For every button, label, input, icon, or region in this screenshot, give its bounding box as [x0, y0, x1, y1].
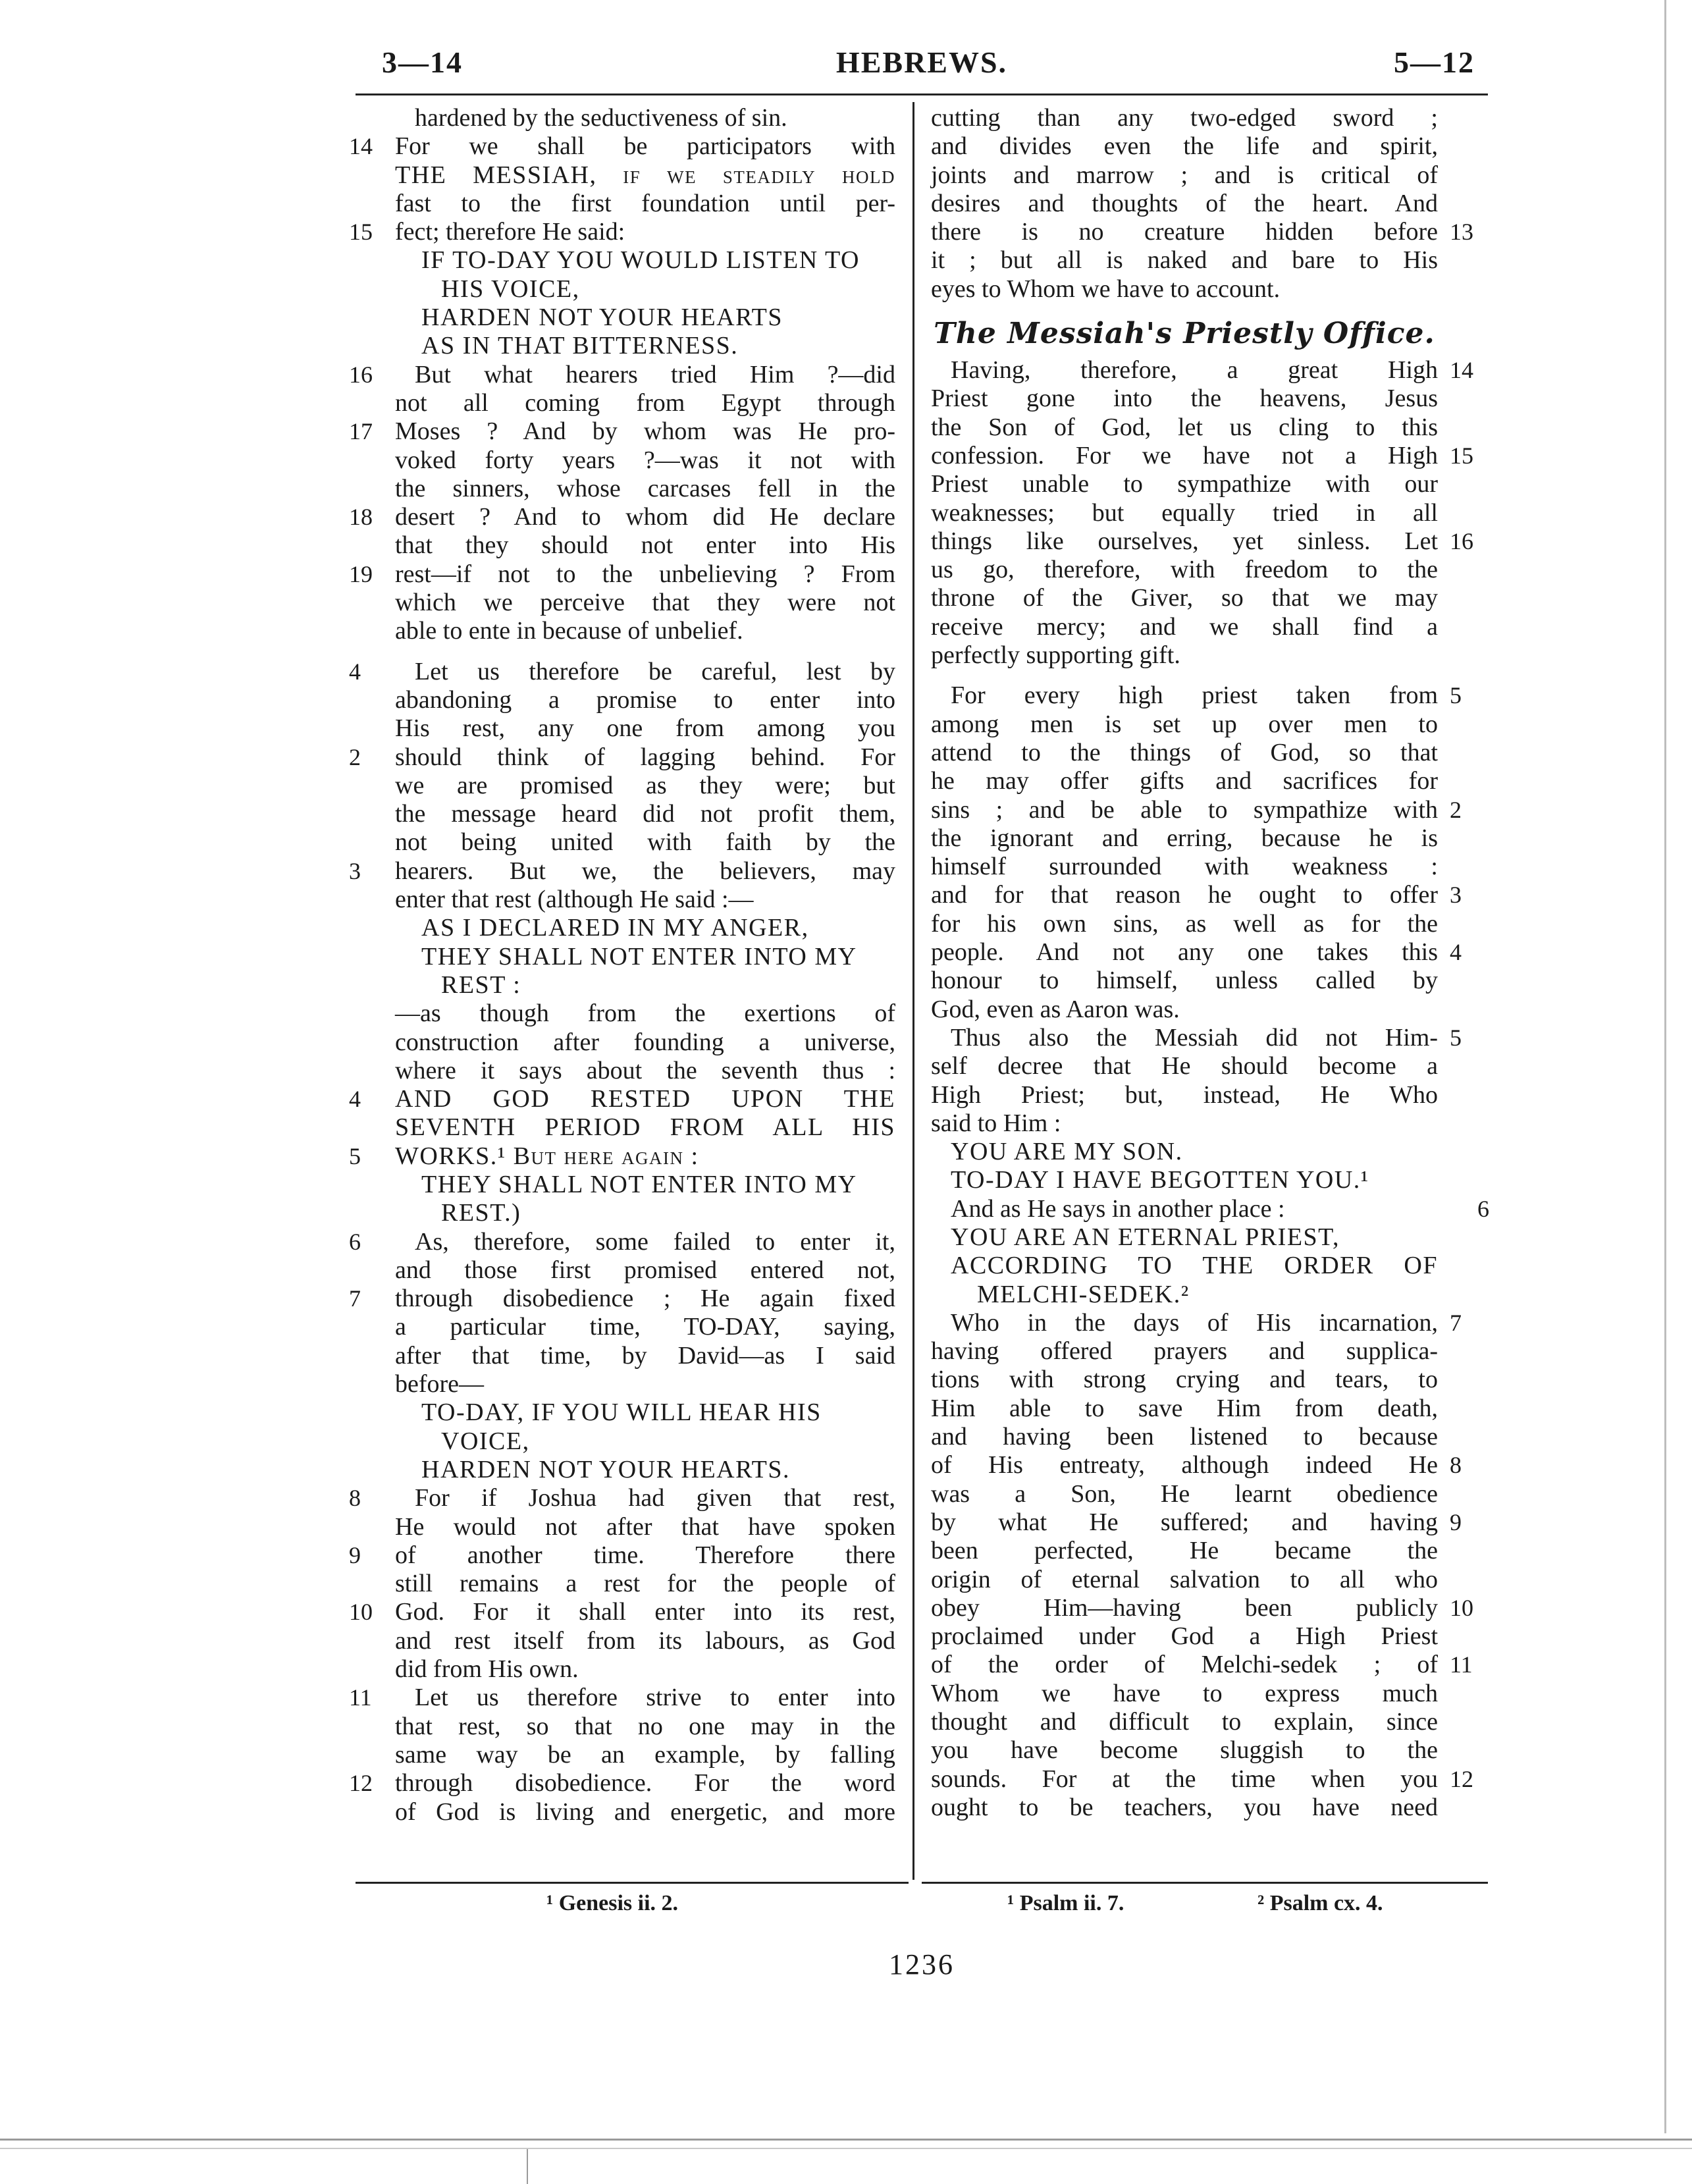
text-line — [931, 1223, 1438, 1252]
text-line — [395, 1655, 895, 1684]
text-line — [931, 967, 1438, 995]
verse-number: 2 — [349, 743, 361, 770]
line-text: Having, therefore, a great High — [951, 356, 1438, 385]
text-line — [931, 996, 1438, 1024]
text-line — [395, 1342, 895, 1370]
text-line — [395, 190, 895, 218]
text-line — [931, 1252, 1438, 1280]
text-line — [931, 1423, 1438, 1451]
text-line — [395, 886, 895, 914]
verse-number: 7 — [1450, 1309, 1462, 1336]
text-line — [395, 971, 895, 999]
line-text: the ignorant and erring, because he is — [931, 824, 1438, 852]
line-text: throne of the Giver, so that we may — [931, 584, 1438, 612]
text-line — [931, 938, 1462, 967]
text-line — [931, 641, 1438, 670]
text-line — [395, 161, 895, 190]
text-line — [395, 828, 895, 857]
text-line — [395, 275, 895, 304]
line-text: voked forty years ?—was it not with — [395, 446, 895, 474]
text-line — [349, 1285, 895, 1313]
text-line — [931, 881, 1462, 909]
text-line — [931, 1794, 1438, 1822]
line-text: Priest unable to sympathize with our — [931, 470, 1438, 498]
line-text: not all coming from Egypt through — [395, 388, 895, 417]
verse-number: 19 — [349, 560, 373, 587]
line-text: through disobedience ; He again fixed — [395, 1285, 895, 1313]
text-line — [931, 1308, 1462, 1337]
left-column — [349, 104, 895, 1826]
line-text: hardened by the seductiveness of sin. — [415, 104, 787, 132]
text-line — [931, 413, 1438, 442]
line-text: TO-DAY I HAVE BEGOTTEN YOU.¹ — [951, 1166, 1369, 1194]
line-text: High Priest; but, instead, He Who — [931, 1080, 1438, 1109]
text-line — [931, 1366, 1438, 1394]
text-line — [931, 613, 1438, 641]
line-text: the Son of God, let us cling to this — [931, 413, 1438, 441]
line-text: rest—if not to the unbelieving ? From — [395, 560, 895, 588]
line-text: REST : — [441, 971, 521, 999]
line-text: abandoning a promise to enter into — [395, 685, 895, 714]
text-line — [395, 1313, 895, 1341]
column-divider — [912, 102, 914, 1880]
text-line — [395, 1398, 895, 1427]
text-line — [395, 1798, 895, 1826]
text-line — [395, 1370, 895, 1398]
line-text: Whom we have to express much — [931, 1679, 1438, 1707]
text-line — [931, 1566, 1438, 1594]
line-text: TO-DAY, IF YOU WILL HEAR HIS — [421, 1398, 822, 1427]
line-text: of the order of Melchi-sedek ; of — [931, 1651, 1438, 1679]
verse-number: 8 — [349, 1485, 361, 1512]
text-line — [931, 1651, 1473, 1679]
line-text: for his own sins, as well as for the — [931, 909, 1438, 938]
text-line — [395, 531, 895, 560]
line-text: was a Son, He learnt obedience — [931, 1479, 1438, 1508]
verse-number: 12 — [349, 1770, 373, 1797]
text-line — [349, 743, 895, 772]
text-line — [349, 503, 895, 531]
line-text: a particular time, TO-DAY, saying, — [395, 1313, 895, 1341]
line-text: Who in the days of His incarnation, — [951, 1308, 1438, 1337]
running-head — [356, 45, 1488, 91]
text-line — [931, 1480, 1438, 1508]
text-line — [931, 1451, 1462, 1479]
line-text: receive mercy; and we shall find a — [931, 612, 1438, 641]
text-line — [349, 560, 895, 589]
text-line — [931, 161, 1438, 190]
line-text: cutting than any two-edged sword ; — [931, 104, 1438, 132]
verse-number: 4 — [349, 658, 361, 685]
line-text: For if Joshua had given that rest, — [415, 1484, 895, 1512]
line-text: THEY SHALL NOT ENTER INTO MY — [421, 942, 857, 971]
line-text: He would not after that have spoken — [395, 1512, 895, 1541]
verse-number: 4 — [1450, 939, 1462, 966]
text-line — [931, 824, 1438, 853]
text-line — [931, 795, 1462, 824]
line-text: and rest itself from its labours, as God — [395, 1626, 895, 1655]
text-line — [931, 499, 1438, 527]
header-title: HEBREWS. — [835, 45, 1008, 79]
text-line — [931, 527, 1473, 556]
line-text: before— — [395, 1370, 485, 1398]
line-text: the message heard did not profit them, — [395, 800, 895, 828]
line-text: His rest, any one from among you — [395, 714, 895, 743]
text-line — [931, 1736, 1438, 1765]
line-text: But what hearers tried Him ?—did — [415, 360, 895, 388]
text-line — [931, 356, 1473, 385]
text-line — [395, 589, 895, 617]
text-line — [931, 910, 1438, 938]
right-column-bottom — [931, 356, 1489, 1822]
scan-edge-tick — [527, 2149, 528, 2184]
verse-number: 17 — [349, 418, 373, 445]
text-line — [931, 1281, 1438, 1309]
verse-number: 15 — [1450, 442, 1473, 469]
line-text: sounds. For at the time when you — [931, 1765, 1438, 1793]
line-text: people. And not any one takes this — [931, 938, 1438, 967]
text-line — [395, 617, 895, 645]
text-line — [395, 686, 895, 714]
text-line — [395, 999, 895, 1028]
text-line — [931, 556, 1438, 584]
line-text: Let us therefore strive to enter into — [415, 1684, 895, 1712]
line-text: As, therefore, some failed to enter it, — [415, 1227, 895, 1256]
text-line — [931, 1765, 1473, 1794]
right-column — [931, 104, 1489, 1822]
line-text: the sinners, whose carcases fell in the — [395, 474, 895, 502]
footnote-left: ¹ Genesis ii. 2. — [546, 1891, 679, 1915]
line-text: joints and marrow ; and is critical of — [931, 161, 1438, 189]
line-text: fast to the first foundation until per- — [395, 189, 895, 217]
verse-number: 9 — [349, 1541, 361, 1568]
text-line — [349, 1142, 895, 1171]
line-text: God, even as Aaron was. — [931, 995, 1180, 1023]
line-text: IF TO-DAY YOU WOULD LISTEN TO — [421, 246, 860, 275]
text-line — [395, 1113, 895, 1142]
text-line — [931, 1680, 1438, 1708]
text-line — [349, 1085, 895, 1113]
text-line — [931, 1395, 1438, 1423]
text-line — [395, 389, 895, 417]
verse-number: 5 — [1450, 682, 1462, 709]
text-line — [931, 132, 1438, 161]
text-line — [395, 304, 895, 332]
text-line — [931, 190, 1438, 218]
line-text: WORKS.¹ But here again : — [395, 1142, 699, 1170]
line-text: HARDEN NOT YOUR HEARTS — [421, 304, 783, 332]
line-text: SEVENTH PERIOD FROM ALL HIS — [395, 1113, 895, 1142]
text-line — [931, 218, 1473, 246]
verse-number: 9 — [1450, 1508, 1462, 1535]
verse-number: 15 — [349, 219, 373, 246]
text-line — [931, 767, 1438, 795]
line-text: Thus also the Messiah did not Him- — [951, 1023, 1438, 1052]
text-line — [931, 1023, 1462, 1052]
line-text: —as though from the exertions of — [395, 999, 895, 1028]
text-line — [349, 1227, 895, 1256]
line-text: AND GOD RESTED UPON THE — [395, 1085, 895, 1113]
verse-number: 3 — [349, 857, 361, 884]
text-line — [931, 710, 1438, 739]
page-number: 1236 — [889, 1948, 955, 1981]
verse-number: 5 — [349, 1142, 362, 1169]
line-text: where it says about the seventh thus : — [395, 1056, 895, 1084]
line-text: Priest gone into the heavens, Jesus — [931, 385, 1438, 413]
footnote-rule-right — [922, 1882, 1488, 1884]
line-text: origin of eternal salvation to all who — [931, 1565, 1438, 1593]
line-text: AS IN THAT BITTERNESS. — [421, 332, 739, 360]
text-line — [395, 475, 895, 503]
line-text: desires and thoughts of the heart. And — [931, 189, 1438, 217]
line-text: obey Him—having been publicly — [931, 1593, 1438, 1622]
text-line — [931, 385, 1438, 413]
text-line — [395, 1057, 895, 1085]
text-line — [395, 772, 895, 800]
line-text: you have become sluggish to the — [931, 1736, 1438, 1765]
text-line — [395, 1028, 895, 1057]
footnote-rule-left — [356, 1882, 909, 1884]
text-line — [349, 1598, 895, 1626]
right-column-top — [931, 104, 1473, 304]
line-text: us go, therefore, with freedom to the — [931, 556, 1438, 584]
text-line — [931, 470, 1438, 498]
line-text: confession. For we have not a High — [931, 441, 1438, 469]
text-line — [395, 914, 895, 942]
line-text: construction after founding a universe, — [395, 1028, 895, 1056]
line-text: that rest, so that no one may in the — [395, 1712, 895, 1740]
line-text: attend to the things of God, so that — [931, 738, 1438, 766]
line-text: eyes to Whom we have to account. — [931, 275, 1281, 303]
line-text: THE MESSIAH, if we steadily hold — [395, 161, 895, 189]
footnote-right-2: ² Psalm cx. 4. — [1257, 1891, 1383, 1915]
line-text: Moses ? And by whom was He pro- — [395, 417, 895, 446]
verse-number: 10 — [349, 1599, 373, 1626]
text-line — [395, 1570, 895, 1598]
line-text: which we perceive that they were not — [395, 589, 895, 617]
text-line — [931, 1508, 1462, 1537]
line-text: it ; but all is naked and bare to His — [931, 246, 1438, 275]
line-text: of God is living and energetic, and more — [395, 1798, 895, 1826]
line-text: and divides even the life and spirit, — [931, 132, 1438, 161]
line-text: YOU ARE AN ETERNAL PRIEST, — [951, 1223, 1340, 1251]
text-line — [395, 1171, 895, 1199]
line-text: able to ente in because of unbelief. — [395, 617, 743, 645]
text-line — [931, 1052, 1438, 1080]
text-line — [931, 1622, 1438, 1651]
line-text: and for that reason he ought to offer — [931, 881, 1438, 909]
section-heading: The Messiah's Priestly Office. — [934, 317, 1435, 351]
text-line — [349, 1541, 895, 1570]
line-text: AS I DECLARED IN MY ANGER, — [421, 914, 809, 942]
verse-number: 16 — [349, 361, 373, 388]
scan-edge-right — [1664, 0, 1666, 2133]
text-line — [349, 1484, 895, 1512]
line-text: THEY SHALL NOT ENTER INTO MY — [421, 1170, 857, 1198]
text-line — [395, 943, 895, 971]
text-line — [931, 246, 1438, 275]
line-text: Him able to save Him from death, — [931, 1394, 1438, 1422]
text-line — [349, 657, 895, 686]
text-line — [931, 739, 1438, 767]
line-text: For we shall be participators with — [395, 132, 895, 161]
text-line — [349, 218, 895, 246]
line-text: enter that rest (although He said :— — [395, 886, 754, 914]
line-text: hearers. But we, the believers, may — [395, 857, 895, 885]
text-line — [931, 1138, 1438, 1166]
verse-number: 14 — [1450, 357, 1473, 384]
line-text: perfectly supporting gift. — [931, 641, 1180, 670]
text-line — [395, 800, 895, 828]
line-text: And as He says in another place : — [951, 1194, 1285, 1223]
header-left-ref: 3—14 — [382, 45, 463, 79]
verse-number: 7 — [349, 1285, 361, 1312]
text-line — [931, 1081, 1438, 1109]
line-text: For every high priest taken from — [951, 681, 1438, 710]
line-text: through disobedience. For the word — [395, 1769, 895, 1798]
text-line — [931, 441, 1473, 470]
line-text: weaknesses; but equally tried in all — [931, 498, 1438, 527]
text-line — [349, 132, 895, 161]
line-text: by what He suffered; and having — [931, 1508, 1438, 1536]
text-line — [931, 1537, 1438, 1565]
line-text: thought and difficult to explain, since — [931, 1708, 1438, 1736]
line-text: having offered prayers and supplica- — [931, 1337, 1438, 1366]
line-text: and those first promised entered not, — [395, 1256, 895, 1284]
line-text: MELCHI-SEDEK.² — [977, 1280, 1190, 1308]
line-text: there is no creature hidden before — [931, 218, 1438, 246]
text-line — [931, 275, 1438, 304]
verse-number: 2 — [1450, 796, 1462, 823]
line-text: desert ? And to whom did He declare — [395, 503, 895, 531]
text-line — [931, 1166, 1438, 1194]
line-text: ACCORDING TO THE ORDER OF — [951, 1252, 1438, 1280]
line-text: self decree that He should become a — [931, 1052, 1438, 1080]
line-text: fect; therefore He said: — [395, 218, 625, 246]
text-line — [395, 1741, 895, 1769]
text-line — [931, 104, 1438, 132]
scan-edge-bottom-inner — [0, 2148, 1692, 2149]
line-text: still remains a rest for the people of — [395, 1570, 895, 1598]
text-line — [349, 1684, 895, 1712]
text-line — [349, 360, 895, 389]
text-line — [349, 857, 895, 886]
text-line — [395, 246, 895, 275]
header-rule — [356, 93, 1488, 95]
text-line — [931, 1708, 1438, 1736]
verse-number: 10 — [1450, 1594, 1473, 1621]
line-text: that they should not enter into His — [395, 531, 895, 560]
line-text: ought to be teachers, you have need — [931, 1793, 1438, 1821]
line-text: proclaimed under God a High Priest — [931, 1622, 1438, 1651]
text-line — [931, 853, 1438, 881]
line-text: did from His own. — [395, 1655, 579, 1684]
verse-number: 4 — [349, 1086, 362, 1113]
line-text: tions with strong crying and tears, to — [931, 1366, 1438, 1394]
line-text: not being united with faith by the — [395, 828, 895, 857]
text-line — [349, 1769, 895, 1798]
text-line — [931, 1593, 1473, 1622]
text-line — [395, 1256, 895, 1285]
line-text: of another time. Therefore there — [395, 1541, 895, 1569]
text-line — [931, 1337, 1438, 1366]
verse-number: 13 — [1450, 219, 1473, 246]
verse-number: 3 — [1450, 882, 1462, 909]
verse-number: 5 — [1450, 1024, 1462, 1051]
text-line — [349, 417, 895, 446]
verse-number: 16 — [1450, 527, 1473, 554]
text-line — [395, 1456, 895, 1484]
verse-number: 12 — [1450, 1765, 1473, 1792]
text-line — [931, 1194, 1489, 1223]
verse-number: 8 — [1450, 1452, 1462, 1479]
line-text: REST.) — [441, 1199, 521, 1227]
text-line — [931, 681, 1462, 710]
footnote-right-1: ¹ Psalm ii. 7. — [1007, 1891, 1124, 1915]
text-line — [931, 1109, 1438, 1138]
scan-edge-bottom — [0, 2139, 1692, 2141]
verse-number: 11 — [349, 1684, 372, 1711]
verse-number: 14 — [349, 133, 373, 160]
text-line — [931, 584, 1438, 612]
header-right-ref: 5—12 — [1394, 45, 1475, 79]
text-line — [395, 1513, 895, 1541]
verse-number: 18 — [349, 504, 373, 531]
line-text: sins ; and be able to sympathize with — [931, 795, 1438, 824]
text-line — [395, 1627, 895, 1655]
line-text: things like ourselves, yet sinless. Let — [931, 527, 1438, 555]
line-text: HIS VOICE, — [441, 275, 580, 303]
line-text: and having been listened to because — [931, 1423, 1438, 1451]
line-text: said to Him : — [931, 1109, 1061, 1137]
text-line — [395, 104, 895, 132]
text-line — [395, 714, 895, 743]
line-text: should think of lagging behind. For — [395, 743, 895, 771]
line-text: of His entreaty, although indeed He — [931, 1451, 1438, 1479]
verse-number: 11 — [1450, 1651, 1473, 1678]
line-text: himself surrounded with weakness : — [931, 853, 1438, 881]
line-text: we are promised as they were; but — [395, 771, 895, 799]
line-text: honour to himself, unless called by — [931, 967, 1438, 995]
verse-number: 6 — [349, 1228, 361, 1255]
line-text: God. For it shall enter into its rest, — [395, 1598, 895, 1626]
line-text: same way be an example, by falling — [395, 1740, 895, 1769]
text-line — [395, 1713, 895, 1741]
line-text: Let us therefore be careful, lest by — [415, 657, 895, 685]
line-text: he may offer gifts and sacrifices for — [931, 767, 1438, 795]
line-text: VOICE, — [441, 1427, 530, 1455]
text-line — [395, 1427, 895, 1456]
line-text: YOU ARE MY SON. — [951, 1138, 1183, 1166]
line-text: been perfected, He became the — [931, 1537, 1438, 1565]
line-text: among men is set up over men to — [931, 710, 1438, 738]
text-line — [395, 446, 895, 475]
line-text: HARDEN NOT YOUR HEARTS. — [421, 1455, 791, 1483]
verse-number: 6 — [1477, 1195, 1489, 1222]
text-line — [395, 1199, 895, 1227]
text-line — [395, 332, 895, 360]
line-text: after that time, by David—as I said — [395, 1341, 895, 1370]
